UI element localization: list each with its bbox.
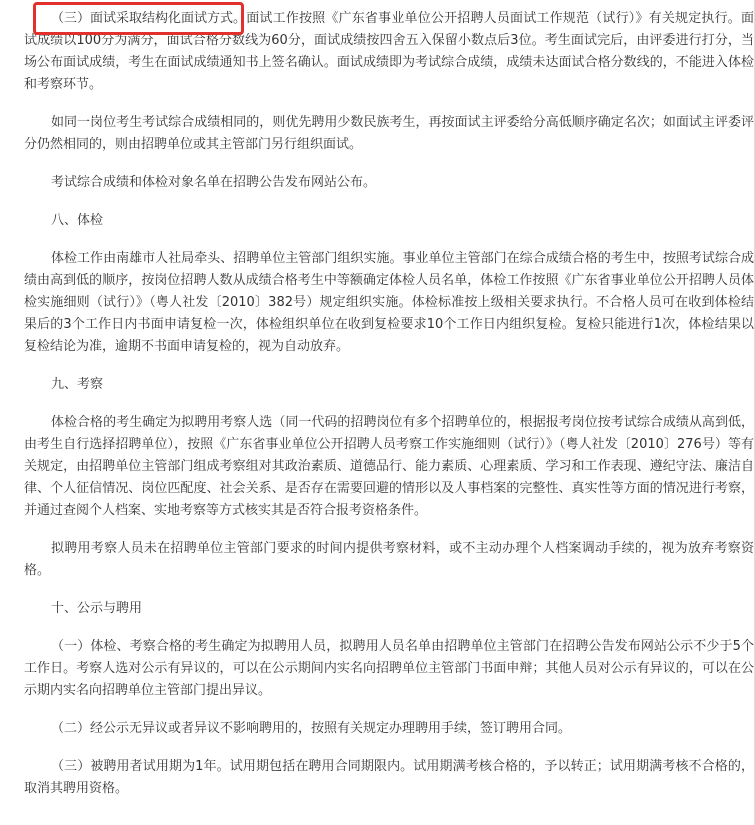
paragraph-probation: （三）被聘用者试用期为1年。试用期包括在聘用合同期限内。试用期满考核合格的，予以转正；试用期满考核不合格的，取消其聘用资格。	[24, 759, 754, 796]
paragraph-results-publication: 考试综合成绩和体检对象名单在招聘公告发布网站公布。	[51, 175, 377, 190]
highlighted-interview-method: （三）面试采取结构化面试方式。	[51, 8, 246, 30]
section-heading-inspection: 九、考察	[51, 377, 104, 392]
paragraph-physical-exam: 体检工作由南雄市人社局牵头、招聘单位主管部门组织实施。事业单位主管部门在综合成绩合格的考生中，按照考试综合成绩由高到低的顺序，按岗位招聘人数从成绩合格考生中等额确定体检人员名单，体检工作按照《广东省事业单位公开招聘人员体检实施细则（试行）》（粤人社发〔2010〕382号）规定组织实施。体检标准按上级相关要求执行。不合格人员可在收到体检结果后的3个工作日内书面申请复检一次，体检组织单位在收到复检要求10个工作日内组织复检。复检只能进行1次，体检结果以复检结论为准，逾期不书面申请复检的，视为自动放弃。	[24, 251, 754, 354]
paragraph-tie-break: 如同一岗位考生考试综合成绩相同的，则优先聘用少数民族考生，再按面试主评委给分高低顺序确定名次；如面试主评委评分仍然相同的，则由招聘单位或其主管部门另行组织面试。	[24, 115, 754, 152]
interview-method-detail: 面试工作按照《广东省事业单位公开招聘人员面试工作规范（试行）》有关规定执行。面试成绩以100分为满分，面试合格分数线为60分，面试成绩按四舍五入保留小数点后3位。考生面试完后，由评委进行打分，当场公布面试成绩，考生在面试成绩通知书上签名确认。面试成绩即为考试综合成绩，成绩未达面试合格分数线的，不能进入体检和考察环节。	[24, 11, 754, 92]
paragraph-inspection: 体检合格的考生确定为拟聘用考察人选（同一代码的招聘岗位有多个招聘单位的，根据报考岗位按考试综合成绩从高到低，由考生自行选择招聘单位），按照《广东省事业单位公开招聘人员考察工作实施细则（试行）》（粤人社发〔2010〕276号）等有关规定，由招聘单位主管部门组成考察组对其政治素质、道德品行、能力素质、心理素质、学习和工作表现、遵纪守法、廉洁自律、个人征信情况、岗位匹配度、社会关系、是否存在需要回避的情形以及人事档案的完整性、真实性等方面的情况进行考察，并通过查阅个人档案、实地考察等方式核实其是否符合报考资格条件。	[24, 415, 754, 518]
paragraph-publicity: （一）体检、考察合格的考生确定为拟聘用人员，拟聘用人员名单由招聘单位主管部门在招聘公告发布网站公示不少于5个工作日。考察人选对公示有异议的，可以在公示期间内实名向招聘单位主管部门书面申辩；其他人员对公示有异议的，可以在公示期内实名向招聘单位主管部门提出异议。	[24, 639, 754, 698]
paragraph-contract: （二）经公示无异议或者异议不影响聘用的，按照有关规定办理聘用手续，签订聘用合同。	[51, 721, 572, 736]
paragraph-inspection-forfeit: 拟聘用考察人员未在招聘单位主管部门要求的时间内提供考察材料，或不主动办理个人档案调动手续的，视为放弃考察资格。	[24, 541, 754, 578]
paragraph-interview-method	[24, 8, 754, 96]
section-heading-publicity-employment: 十、公示与聘用	[51, 601, 143, 616]
section-heading-physical-exam: 八、体检	[51, 213, 104, 228]
